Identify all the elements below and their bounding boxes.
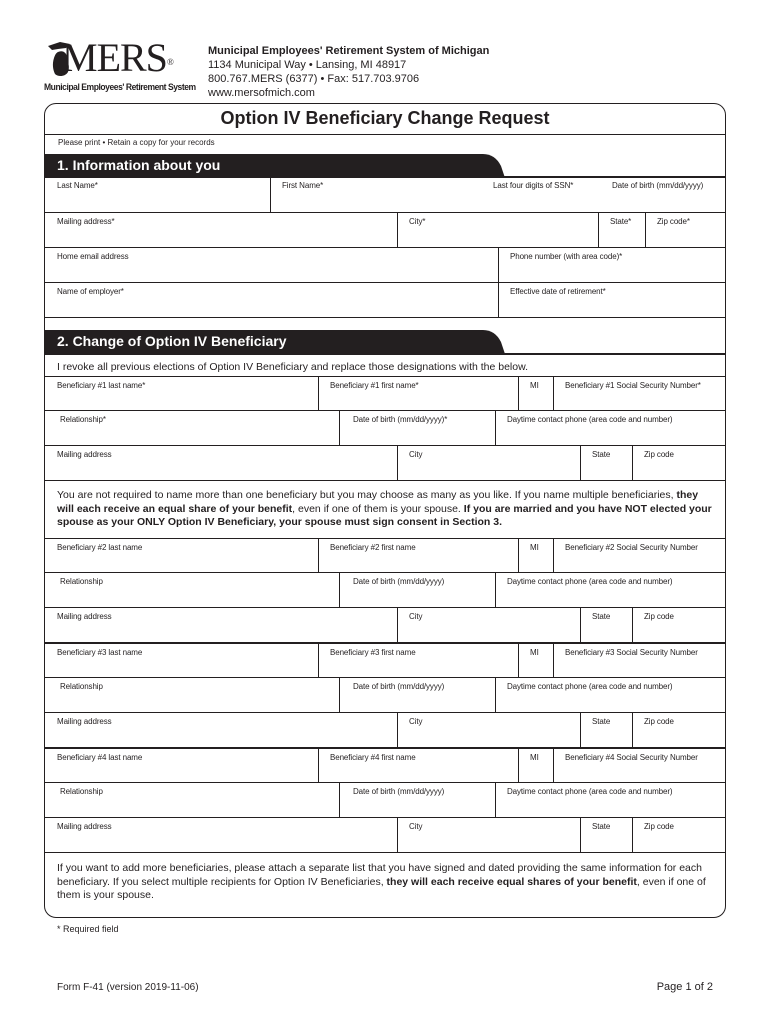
b3-phone-field[interactable]: Daytime contact phone (area code and number) bbox=[507, 682, 673, 691]
row-address bbox=[45, 213, 725, 248]
required-field-note: * Required field bbox=[57, 924, 119, 934]
b3-dob-field[interactable]: Date of birth (mm/dd/yyyy) bbox=[353, 682, 445, 691]
form-id: Form F-41 (version 2019-11-06) bbox=[57, 982, 199, 993]
multiple-beneficiaries-note: You are not required to name more than one beneficiary but you may choose as many as you like. If you name multiple beneficiaries, they will each receive an equal share of your benefit, even if one of them is your spouse. If you are married and you have NOT elected your spouse as your ONLY Option IV Beneficiary, your spouse must sign consent in Section 3. bbox=[57, 489, 712, 528]
org-name: Municipal Employees' Retirement System of Michigan bbox=[208, 45, 490, 57]
email-field[interactable]: Home email address bbox=[57, 252, 129, 261]
logo-subtitle: Municipal Employees' Retirement System bbox=[44, 82, 196, 93]
b4-first-name-field[interactable]: Beneficiary #4 first name bbox=[330, 753, 416, 762]
b3-row-address bbox=[45, 713, 725, 748]
form-title: Option IV Beneficiary Change Request bbox=[220, 108, 550, 128]
b4-zip-field[interactable]: Zip code bbox=[644, 822, 674, 831]
title-divider bbox=[44, 134, 726, 135]
divider bbox=[339, 411, 340, 445]
b2-zip-field[interactable]: Zip code bbox=[644, 612, 674, 621]
first-name-field[interactable]: First Name* bbox=[282, 181, 324, 190]
b4-ssn-field[interactable]: Beneficiary #4 Social Security Number bbox=[565, 753, 698, 762]
b3-row-relationship bbox=[45, 678, 725, 713]
retirement-date-field[interactable]: Effective date of retirement* bbox=[510, 287, 606, 296]
b3-state-field[interactable]: State bbox=[592, 717, 611, 726]
section-1-heading bbox=[45, 154, 505, 178]
section-2-title: 2. Change of Option IV Beneficiary bbox=[57, 333, 287, 349]
section-2-rule bbox=[45, 353, 725, 355]
phone-field[interactable]: Phone number (with area code)* bbox=[510, 252, 623, 261]
b2-mi-field[interactable]: MI bbox=[530, 543, 539, 552]
zip-field[interactable]: Zip code* bbox=[657, 217, 690, 226]
b1-relationship-field[interactable]: Relationship* bbox=[60, 415, 106, 424]
divider bbox=[339, 678, 340, 712]
city-field[interactable]: City* bbox=[409, 217, 426, 226]
b1-row-name bbox=[45, 376, 725, 411]
org-contact bbox=[208, 44, 489, 100]
b2-phone-field[interactable]: Daytime contact phone (area code and number) bbox=[507, 577, 673, 586]
b2-ssn-field[interactable]: Beneficiary #2 Social Security Number bbox=[565, 543, 698, 552]
b1-state-field[interactable]: State bbox=[592, 450, 611, 459]
b2-row-address bbox=[45, 608, 725, 643]
divider bbox=[339, 573, 340, 607]
b3-relationship-field[interactable]: Relationship bbox=[60, 682, 103, 691]
b2-last-name-field[interactable]: Beneficiary #2 last name bbox=[57, 543, 143, 552]
ssn-last4-field[interactable]: Last four digits of SSN* bbox=[493, 181, 574, 190]
b4-mailing-field[interactable]: Mailing address bbox=[57, 822, 112, 831]
dob-field[interactable]: Date of birth (mm/dd/yyyy) bbox=[612, 181, 704, 190]
print-note: Please print • Retain a copy for your records bbox=[58, 138, 215, 147]
b2-first-name-field[interactable]: Beneficiary #2 first name bbox=[330, 543, 416, 552]
b4-last-name-field[interactable]: Beneficiary #4 last name bbox=[57, 753, 143, 762]
additional-beneficiaries-note: If you want to add more beneficiaries, please attach a separate list that you have signed and dated providing the same information for each beneficiary. If you select multiple recipients for Option IV Beneficiaries, they will each receive equal shares of your benefit, even if one of them is your spouse. bbox=[57, 862, 706, 901]
employer-field[interactable]: Name of employer* bbox=[57, 287, 124, 296]
b3-first-name-field[interactable]: Beneficiary #3 first name bbox=[330, 648, 416, 657]
b1-ssn-field[interactable]: Beneficiary #1 Social Security Number* bbox=[565, 381, 701, 390]
b4-city-field[interactable]: City bbox=[409, 822, 423, 831]
b3-mailing-field[interactable]: Mailing address bbox=[57, 717, 112, 726]
b4-row-address bbox=[45, 818, 725, 853]
b2-mailing-field[interactable]: Mailing address bbox=[57, 612, 112, 621]
b1-dob-field[interactable]: Date of birth (mm/dd/yyyy)* bbox=[353, 415, 448, 424]
org-website[interactable]: www.mersofmich.com bbox=[208, 87, 315, 99]
b3-row-name bbox=[45, 643, 725, 678]
mailing-address-field[interactable]: Mailing address* bbox=[57, 217, 115, 226]
page-number: Page 1 of 2 bbox=[656, 981, 713, 993]
row-contact bbox=[45, 248, 725, 283]
b3-last-name-field[interactable]: Beneficiary #3 last name bbox=[57, 648, 143, 657]
org-phone: 800.767.MERS (6377) • Fax: 517.703.9706 bbox=[208, 73, 420, 85]
row-name bbox=[45, 177, 725, 213]
divider bbox=[339, 783, 340, 817]
b3-zip-field[interactable]: Zip code bbox=[644, 717, 674, 726]
logo-wordmark: MERS® bbox=[62, 35, 173, 80]
mers-logo bbox=[38, 35, 196, 98]
b1-zip-field[interactable]: Zip code bbox=[644, 450, 674, 459]
b1-first-name-field[interactable]: Beneficiary #1 first name* bbox=[330, 381, 419, 390]
b1-row-address bbox=[45, 446, 725, 481]
b4-relationship-field[interactable]: Relationship bbox=[60, 787, 103, 796]
b1-mailing-field[interactable]: Mailing address bbox=[57, 450, 112, 459]
b4-mi-field[interactable]: MI bbox=[530, 753, 539, 762]
section-2-heading bbox=[45, 330, 505, 354]
b2-row-name bbox=[45, 538, 725, 573]
state-field[interactable]: State* bbox=[610, 217, 632, 226]
b4-phone-field[interactable]: Daytime contact phone (area code and number) bbox=[507, 787, 673, 796]
b2-dob-field[interactable]: Date of birth (mm/dd/yyyy) bbox=[353, 577, 445, 586]
b2-city-field[interactable]: City bbox=[409, 612, 423, 621]
b1-phone-field[interactable]: Daytime contact phone (area code and number) bbox=[507, 415, 673, 424]
b2-relationship-field[interactable]: Relationship bbox=[60, 577, 103, 586]
b1-city-field[interactable]: City bbox=[409, 450, 423, 459]
b4-dob-field[interactable]: Date of birth (mm/dd/yyyy) bbox=[353, 787, 445, 796]
b3-city-field[interactable]: City bbox=[409, 717, 423, 726]
section-1-title: 1. Information about you bbox=[57, 157, 221, 173]
org-address: 1134 Municipal Way • Lansing, MI 48917 bbox=[208, 59, 407, 71]
b3-mi-field[interactable]: MI bbox=[530, 648, 539, 657]
revoke-statement: I revoke all previous elections of Option IV Beneficiary and replace those designations with the below. bbox=[57, 361, 529, 373]
b4-row-name bbox=[45, 748, 725, 783]
b2-state-field[interactable]: State bbox=[592, 612, 611, 621]
b1-last-name-field[interactable]: Beneficiary #1 last name* bbox=[57, 381, 146, 390]
b4-row-relationship bbox=[45, 783, 725, 818]
row-employer bbox=[45, 283, 725, 318]
last-name-field[interactable]: Last Name* bbox=[57, 181, 98, 190]
header bbox=[38, 35, 728, 100]
b3-ssn-field[interactable]: Beneficiary #3 Social Security Number bbox=[565, 648, 698, 657]
b4-state-field[interactable]: State bbox=[592, 822, 611, 831]
b1-mi-field[interactable]: MI bbox=[530, 381, 539, 390]
b1-row-relationship bbox=[45, 411, 725, 446]
b2-row-relationship bbox=[45, 573, 725, 608]
